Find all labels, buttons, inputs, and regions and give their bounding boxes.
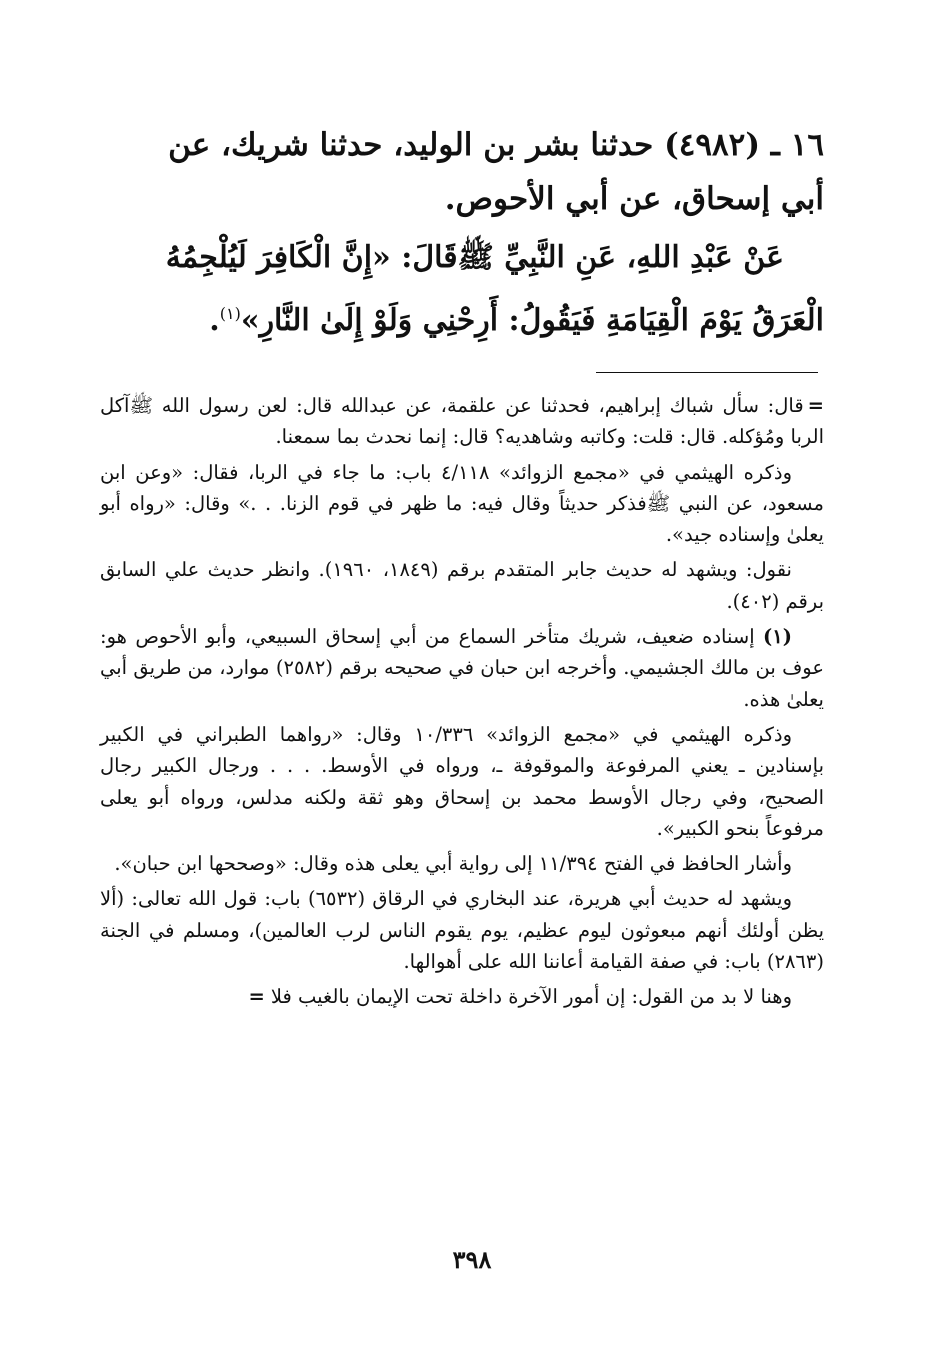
footnote-paragraph — [100, 390, 824, 453]
footnote-paragraph: نقول: ويشهد له حديث جابر المتقدم برقم (١٨٤٩، ١٩٦٠). وانظر حديث علي السابق برقم (٤٠٢). — [100, 558, 824, 613]
footnote-paragraph — [100, 981, 824, 1012]
hadith-matn — [100, 230, 824, 349]
continuation-mark: = — [807, 394, 824, 417]
page-number: ٣٩٨ — [452, 1245, 492, 1274]
hadith-matn-end: . — [209, 303, 220, 338]
footnote-paragraph: ويشهد له حديث أبي هريرة، عند البخاري في الرقاق (٦٥٣٢) باب: قول الله تعالى: (ألا يظن أولئك أنهم مبعوثون ليوم عظيم، يوم يقوم الناس لرب العالمين)، ومسلم في الجنة (٢٨٦٣) باب: في صفة القيامة أعاننا الله على أهوالها. — [100, 887, 824, 974]
continuation-mark: = — [248, 985, 265, 1009]
hadith-chain-line-1: ١٦ ـ (٤٩٨٢) حدثنا بشر بن الوليد، حدثنا شريك، عن — [168, 127, 824, 163]
footnote-paragraph: وأشار الحافظ في الفتح ١١/٣٩٤ إلى رواية أبي يعلى هذه وقال: «وصححها ابن حبان». — [114, 852, 792, 876]
footnote-divider — [596, 372, 818, 373]
hadith-matn-line-2-text: الْعَرَقُ يَوْمَ الْقِيَامَةِ فَيَقُولُ: أَرِحْنِي وَلَوْ إِلَىٰ النَّارِ» — [240, 303, 824, 338]
footnote-paragraph: وذكره الهيثمي في «مجمع الزوائد» ١٠/٣٣٦ وقال: «رواهما الطبراني في الكبير بإسنادين ـ يعني المرفوعة والموقوفة ـ، ورواه في الأوسط. . . . ورجال الكبير رجال الصحيح، وفي رجال الأوسط محمد بن إسحاق وهو ثقة ولكنه مدلس، ورواه أبو يعلى مرفوعاً بنحو الكبير». — [100, 722, 824, 840]
footnote-marker: (١) — [763, 625, 792, 649]
footnote-paragraph-text: وهنا لا بد من القول: إن أمور الآخرة داخلة تحت الإيمان بالغيب فلا — [270, 985, 792, 1009]
footnote-paragraph — [100, 621, 824, 715]
footnote-paragraph: وذكره الهيثمي في «مجمع الزوائد» ٤/١١٨ باب: ما جاء في الربا، فقال: «وعن ابن مسعود، عن النبي ﷺفذكر حديثاً وقال فيه: ما ظهر في قوم الزنا. . .» وقال: «رواه أبو يعلىٰ وإسناده جيد». — [100, 460, 824, 547]
footnote-paragraph-text: إسناده ضعيف، شريك متأخر السماع من أبي إسحاق السبيعي، وأبو الأحوص هو: عوف بن مالك الجشيمي. وأخرجه ابن حبان في صحيحه برقم (٢٥٨٢) موارد، من طريق أبي يعلىٰ هذه. — [100, 625, 824, 711]
hadith-matn-line-1: عَنْ عَبْدِ اللهِ، عَنِ النَّبِيِّ ﷺقَالَ: «إِنَّ الْكَافِرَ لَيُلْجِمُهُ — [165, 240, 784, 275]
hadith-chain-line-2: أبي إسحاق، عن أبي الأحوص. — [444, 181, 824, 217]
hadith-chain — [100, 118, 824, 226]
footnote-reference: (١) — [219, 304, 241, 323]
footnotes — [100, 390, 824, 1017]
footnote-paragraph-text: قال: سأل شباك إبراهيم، فحدثنا عن علقمة، عن عبدالله قال: لعن رسول الله ﷺآكل الربا ومُؤكله. قال: قلت: وكاتبه وشاهديه؟ قال: إنما نحدث بما سمعنا. — [100, 394, 824, 449]
hadith-matn-line-2 — [100, 286, 824, 349]
